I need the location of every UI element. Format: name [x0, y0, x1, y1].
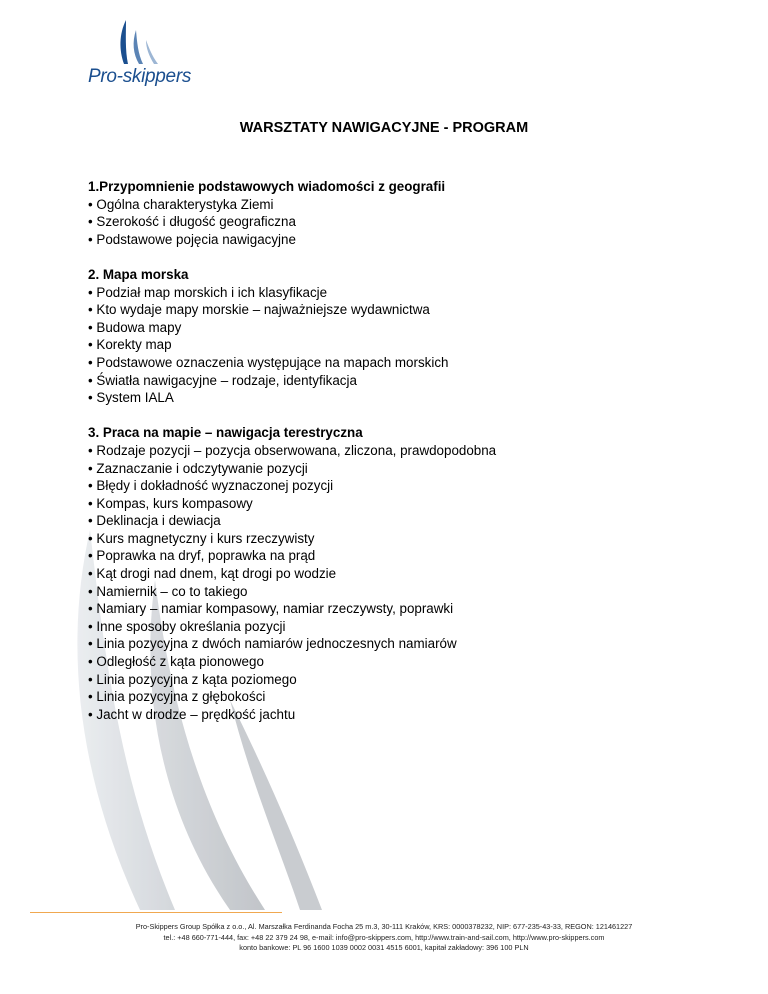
logo-text: Pro-skippers — [88, 66, 192, 87]
list-item: • Linia pozycyjna z dwóch namiarów jednoczesnych namiarów — [88, 636, 457, 652]
list-item: • Kąt drogi nad dnem, kąt drogi po wodzie — [88, 566, 337, 582]
list-item: • Linia pozycyjna z kąta poziomego — [88, 671, 297, 687]
footer-company-line: Pro-Skippers Group Spółka z o.o., Al. Marszałka Ferdinanda Focha 25 m.3, 30-111 Kraków, KRS: 0000378232, NIP: 677-235-43-33, REGON: 121461227 — [135, 922, 633, 931]
list-item: • Ogólna charakterystyka Ziemi — [88, 196, 274, 212]
footer-contact-line: tel.: +48 660-771-444, fax: +48 22 379 24 98, e-mail: info@pro-skippers.com, http://www.train-and-sail.com, http://www.pro-skippers.com — [163, 932, 605, 942]
section-heading: 3. Praca na mapie – nawigacja terestryczna — [88, 425, 363, 441]
list-item: • Błędy i dokładność wyznaczonej pozycji — [88, 478, 334, 494]
section-sea-chart — [88, 266, 708, 407]
list-item: • Deklinacja i dewiacja — [88, 513, 221, 529]
footer-bank-line: konto bankowe: PL 96 1600 1039 0002 0031 4515 6001, kapitał zakładowy: 396 100 PLN — [239, 943, 529, 952]
list-item: • System IALA — [88, 390, 174, 406]
list-item: • Inne sposoby określania pozycji — [88, 618, 286, 634]
footer — [0, 922, 768, 954]
list-item: • Kto wydaje mapy morskie – najważniejsze wydawnictwa — [88, 302, 430, 318]
list-item: • Korekty map — [88, 337, 172, 353]
list-item: • Kompas, kurs kompasowy — [88, 495, 253, 511]
section-heading: 2. Mapa morska — [88, 266, 189, 282]
list-item: • Namiary – namiar kompasowy, namiar rzeczywsty, poprawki — [88, 601, 454, 617]
list-item: • Jacht w drodze – prędkość jachtu — [88, 706, 296, 722]
list-item: • Kurs magnetyczny i kurs rzeczywisty — [88, 530, 315, 546]
list-item: • Szerokość i długość geograficzna — [88, 214, 296, 230]
list-item: • Poprawka na dryf, poprawka na prąd — [88, 548, 316, 564]
section-heading: 1.Przypomnienie podstawowych wiadomości z geografii — [88, 179, 446, 194]
list-item: • Podział map morskich i ich klasyfikacje — [88, 284, 328, 300]
footer-divider — [30, 912, 282, 913]
document-title: WARSZTATY NAWIGACYJNE - PROGRAM — [239, 120, 529, 136]
list-item: • Linia pozycyjna z głębokości — [88, 689, 266, 705]
list-item: • Podstawowe oznaczenia występujące na mapach morskich — [88, 354, 449, 370]
list-item: • Rodzaje pozycji – pozycja obserwowana, zliczona, prawdopodobna — [88, 442, 497, 458]
list-item: • Namiernik – co to takiego — [88, 583, 248, 599]
list-item: • Podstawowe pojęcia nawigacyjne — [88, 231, 296, 247]
section-terrestrial-navigation — [88, 424, 708, 723]
list-item: • Budowa mapy — [88, 319, 182, 335]
section-geography — [88, 178, 708, 248]
list-item: • Odległość z kąta pionowego — [88, 654, 264, 670]
program-content — [88, 178, 708, 741]
list-item: • Zaznaczanie i odczytywanie pozycji — [88, 460, 308, 476]
list-item: • Światła nawigacyjne – rodzaje, identyfikacja — [88, 372, 357, 388]
